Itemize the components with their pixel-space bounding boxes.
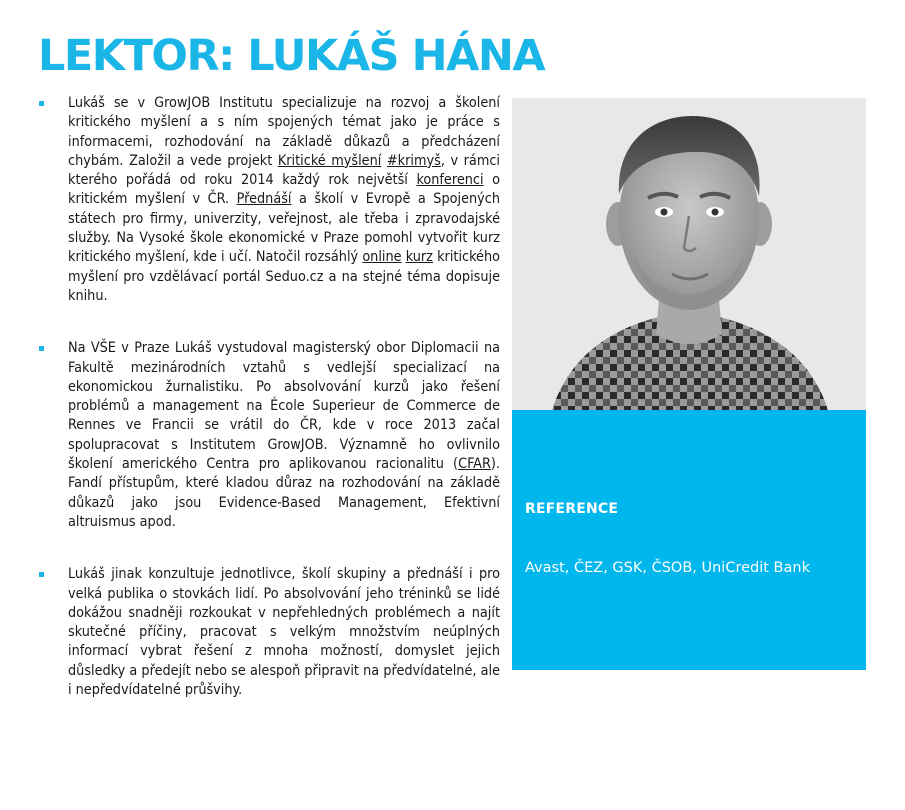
- bullet-icon: [39, 346, 44, 351]
- bio-text-3: [68, 566, 500, 698]
- page-title: LEKTOR: LUKÁŠ HÁNA: [38, 31, 545, 81]
- inline-link[interactable]: konferenci: [416, 172, 484, 189]
- text-run: o kritickém myšlení v ČR.: [68, 172, 501, 208]
- bio-text-1: [68, 95, 500, 304]
- inline-link[interactable]: Přednáší: [236, 191, 292, 208]
- portrait-illustration: [512, 98, 866, 410]
- inline-link[interactable]: kurz: [405, 249, 433, 266]
- bio-list: [38, 94, 500, 700]
- text-run: ). Fandí přístupům, které kladou důraz na rozhodování na základě důkazů jako jsou Evidence-Based Management, Efektivní altruismus apod.: [68, 456, 500, 530]
- text-run: kritického myšlení pro vzdělávací portál Seduo.cz a na stejné téma dopisuje knihu.: [68, 249, 500, 304]
- bullet-icon: [39, 101, 44, 106]
- reference-title: REFERENCE: [525, 501, 619, 517]
- bullet-icon: [39, 572, 44, 577]
- text-run: , v rámci kterého pořádá od roku 2014 každý rok největší: [68, 152, 500, 189]
- inline-link[interactable]: online: [362, 249, 402, 266]
- reference-list: Avast, ČEZ, GSK, ČSOB, UniCredit Bank: [525, 560, 810, 576]
- inline-link[interactable]: Kritické myšlení: [277, 152, 382, 169]
- bio-paragraph-3: [38, 565, 500, 700]
- inline-link[interactable]: #krimyš: [386, 152, 441, 169]
- bio-text-2: [68, 340, 500, 530]
- inline-link[interactable]: CFAR: [458, 456, 491, 473]
- portrait-photo: [512, 98, 866, 410]
- text-run: a školí v Evropě a Spojených státech pro firmy, univerzity, veřejnost, ale třeba i zpravodajské služby. Na Vysoké škole ekonomické v Praze pomohl vytvořit kurz kritického myšlení, kde i učí. Natočil rozsáhlý: [68, 191, 500, 266]
- bio-paragraph-2: [38, 339, 500, 532]
- text-run: Lukáš jinak konzultuje jednotlivce, školí skupiny a přednáší i pro velká publika o stovkách lidí. Po absolvování jeho tréninků se lidé dokážou snadněji rozkoukat v nepřehledných problémech a najít skutečné příčiny, pracovat s velkým množstvím neúplných informací vybrat řešení z mnoha možností, domyslet jejich důsledky a předejít nebo se alespoň připravit na předvídatelné, ale i nepředvídatelné průšvihy.: [68, 566, 500, 699]
- text-run: Lukáš se v GrowJOB Institutu specializuje na rozvoj a školení kritického myšlení a s ním spojených témat jako je práce s informacemi, rozhodování na základě důkazů a předcházení chybám. Založil a vede projekt: [68, 95, 500, 169]
- bio-paragraph-1: [38, 94, 500, 306]
- reference-box: [512, 410, 866, 670]
- text-run: Na VŠE v Praze Lukáš vystudoval magisterský obor Diplomacii na Fakultě mezinárodních vztahů s vedlejší specializací na ekonomickou žurnalistiku. Po absolvování kurzů jako řešení problémů a management na École Superieur de Commerce de Rennes ve Francii se vrátil do ČR, kde v roce 2013 začal spolupracovat s Institutem GrowJOB. Významně ho ovlivnilo školení amerického Centra pro aplikovanou racionalitu (: [68, 340, 500, 473]
